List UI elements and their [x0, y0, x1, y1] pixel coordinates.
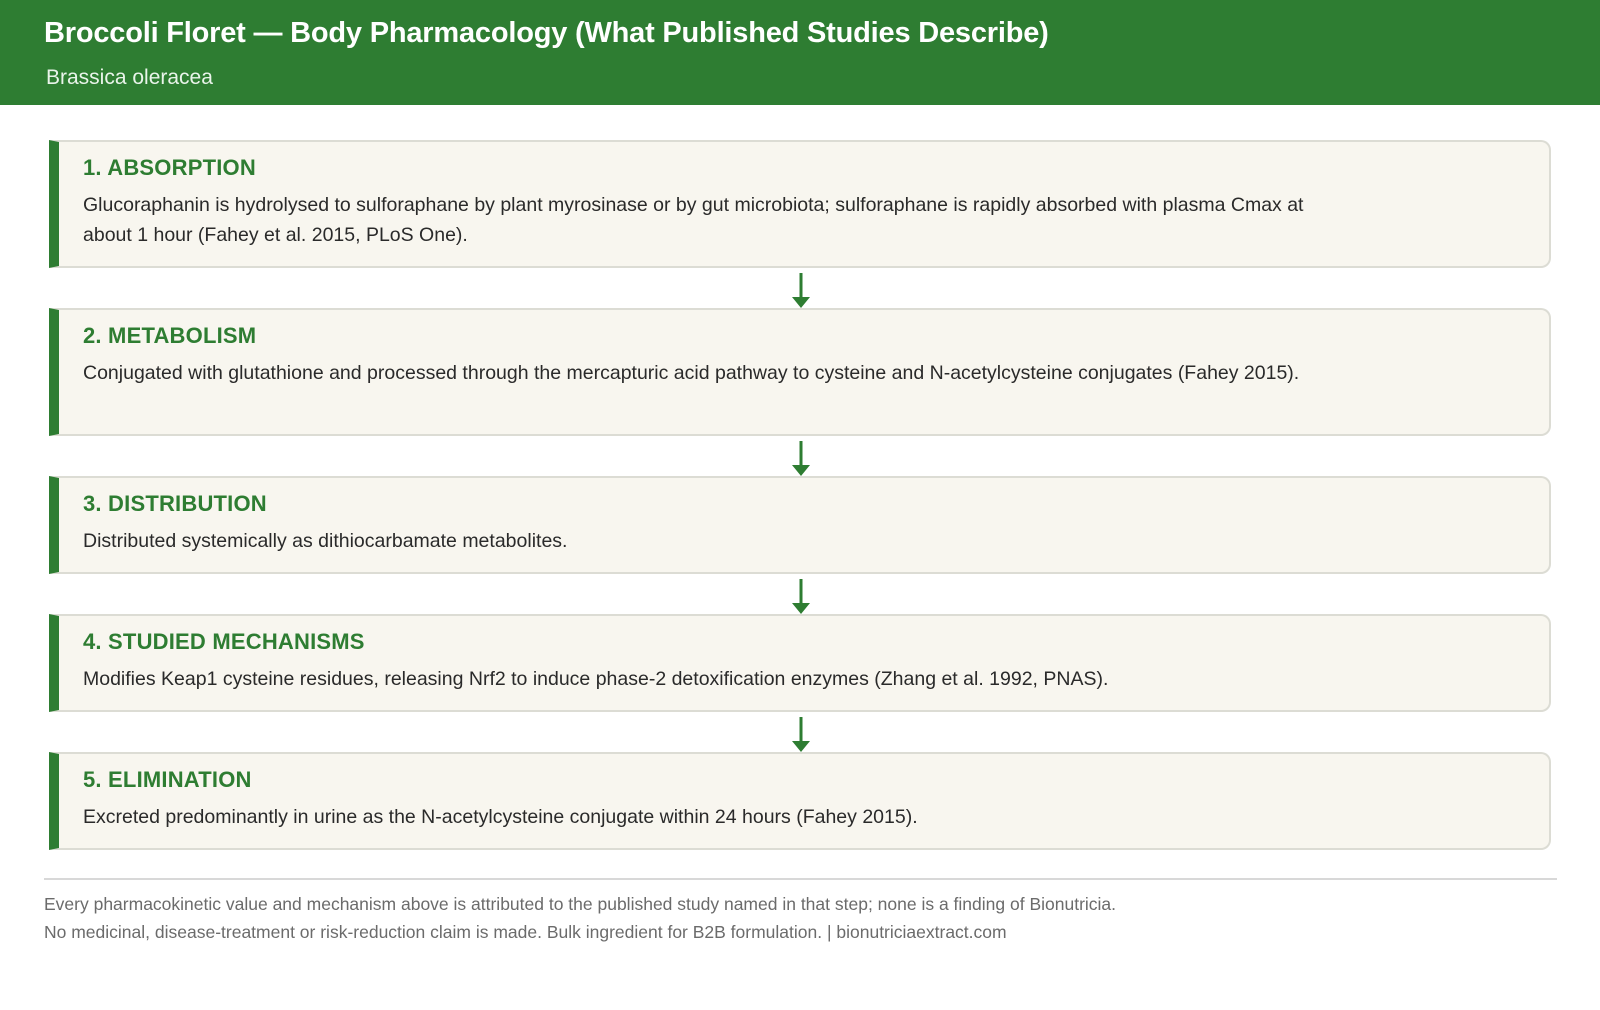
- footer-divider: [44, 878, 1557, 880]
- arrow-down-icon: [789, 579, 813, 615]
- step-metabolism: [49, 308, 1551, 436]
- step-absorption: [49, 140, 1551, 268]
- step-distribution: [49, 476, 1551, 574]
- footer-attribution: Every pharmacokinetic value and mechanism above is attributed to the published study named in that step; none is a finding of Bionutricia.: [44, 894, 1117, 914]
- step-text: Conjugated with glutathione and processed through the mercapturic acid pathway to cysteine and N-acetylcysteine conjugates (Fahey 2015).: [83, 362, 1300, 384]
- step-studied-mechanisms: [49, 614, 1551, 712]
- footer-disclaimer: No medicinal, disease-treatment or risk-reduction claim is made. Bulk ingredient for B2B formulation. | bionutriciaextract.com: [44, 922, 1007, 942]
- step-title: 2. METABOLISM: [83, 323, 257, 348]
- arrow-down-icon: [789, 441, 813, 477]
- step-title: 5. ELIMINATION: [83, 767, 252, 792]
- step-text: Distributed systemically as dithiocarbamate metabolites.: [83, 530, 568, 552]
- pharmacology-flow: [49, 140, 1551, 850]
- step-text: Excreted predominantly in urine as the N-acetylcysteine conjugate within 24 hours (Fahey 2015).: [83, 806, 918, 828]
- step-title: 4. STUDIED MECHANISMS: [83, 629, 365, 654]
- step-text: Modifies Keap1 cysteine residues, releasing Nrf2 to induce phase-2 detoxification enzymes (Zhang et al. 1992, PNAS).: [83, 668, 1109, 690]
- arrow-down-icon: [789, 717, 813, 753]
- step-elimination: [49, 752, 1551, 850]
- flow-connector: [49, 268, 1551, 308]
- flow-connector: [49, 712, 1551, 752]
- page-subtitle: Brassica oleracea: [46, 66, 213, 89]
- arrow-down-icon: [789, 273, 813, 309]
- step-text: Glucoraphanin is hydrolysed to sulforaphane by plant myrosinase or by gut microbiota; sulforaphane is rapidly absorbed with plasma Cmax at about 1 hour (Fahey et al. 2015, PLoS One).: [83, 194, 1304, 246]
- step-title: 3. DISTRIBUTION: [83, 491, 267, 516]
- flow-connector: [49, 436, 1551, 476]
- flow-connector: [49, 574, 1551, 614]
- page-title: Broccoli Floret — Body Pharmacology (What Published Studies Describe): [44, 17, 1049, 49]
- header-banner: [0, 0, 1600, 105]
- step-title: 1. ABSORPTION: [83, 155, 256, 180]
